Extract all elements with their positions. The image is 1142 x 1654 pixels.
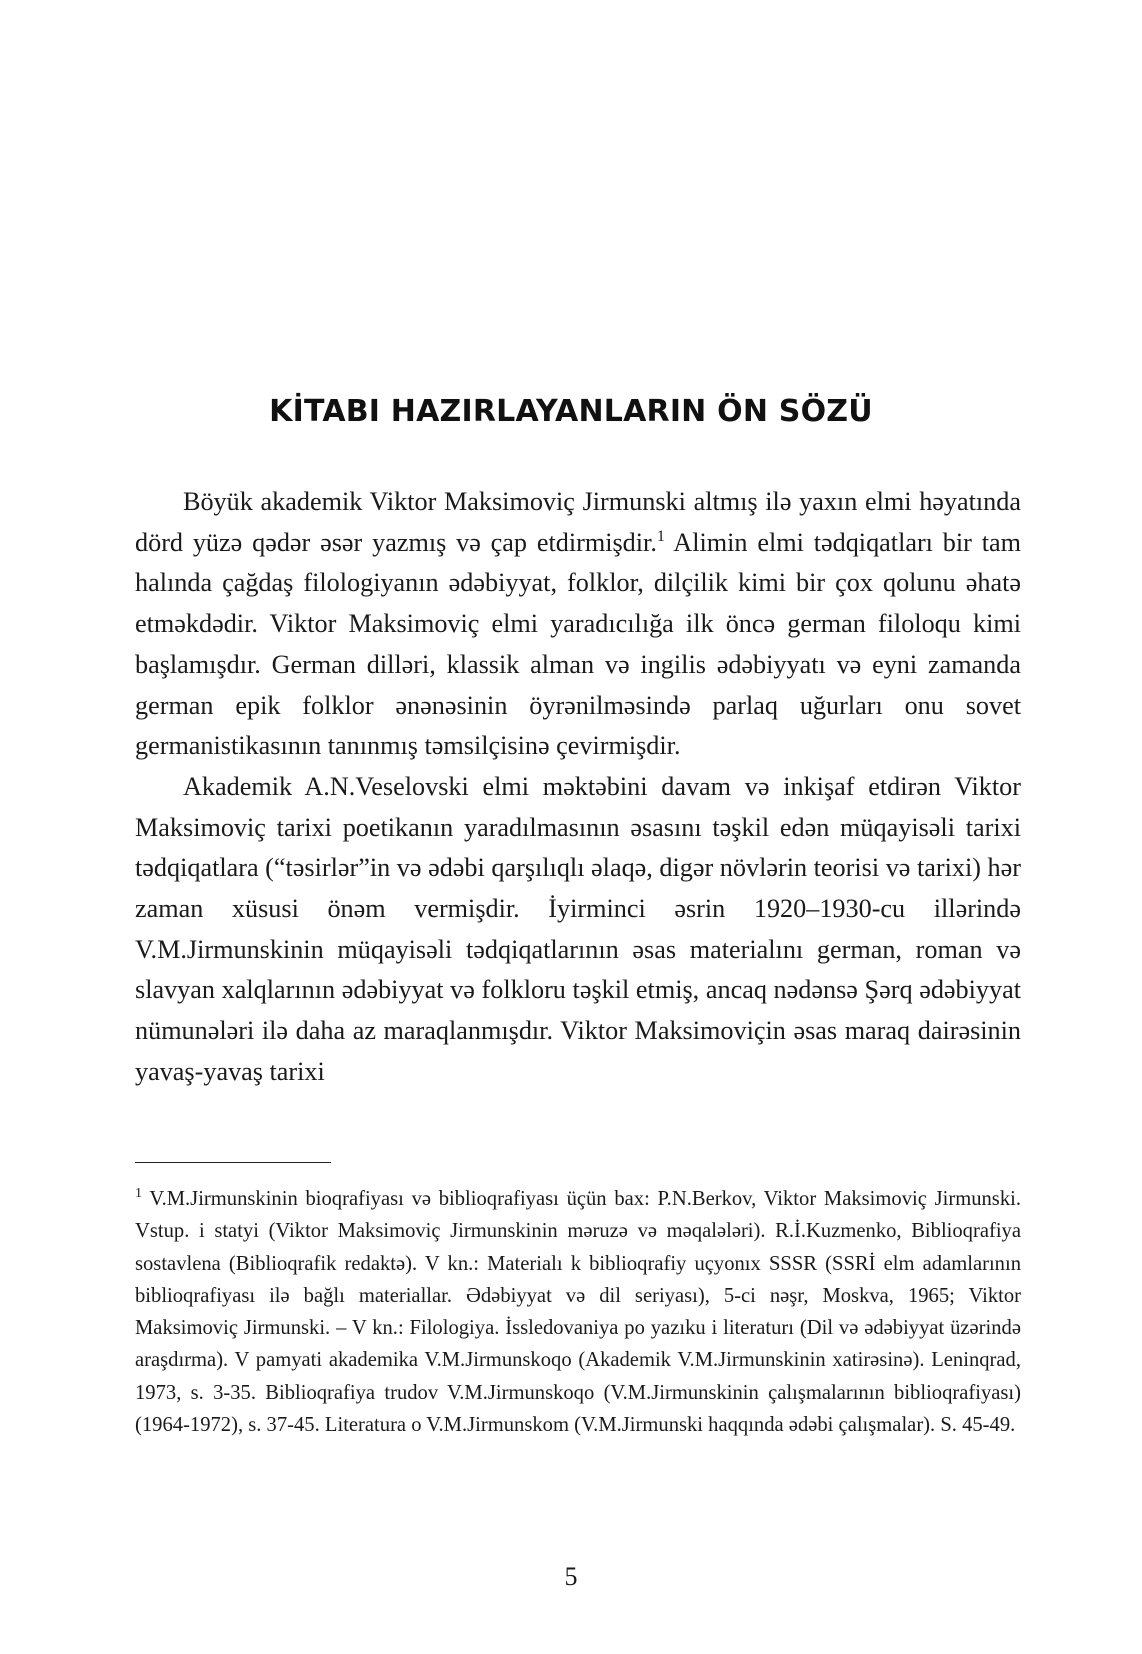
footnote-text: V.M.Jirmunskinin bioqrafiyası və biblioqrafiyası üçün bax: P.N.Berkov, Viktor Maksimoviç Jirmunski. Vstup. i statyi (Viktor Maksimoviç Jirmunskinin məruzə və məqalələri). R.İ.Kuzmenko, Biblioqrafiya sostavlena (Biblioqrafik redaktə). V kn.: Materialı k biblioqrafiy uçyonıx SSSR (SSRİ elm adamlarının biblioqrafiyası ilə bağlı materiallar. Ədəbiyyat və dil seriyası), 5-ci nəşr, Moskva, 1965; Viktor Maksimoviç Jirmunski. – V kn.: Filologiya. İssledovaniya po yazıku i literaturı (Dil və ədəbiyyat üzərində araşdırma). V pamyati akademika V.M.Jirmunskoqo (Akademik V.M.Jirmunskinin xatirəsinə). Leninqrad, 1973, s. 3-35. Biblioqrafiya trudov V.M.Jirmunskoqo (V.M.Jirmunskinin çalışmalarının biblioqrafiyası) (1964-1972), s. 37-45. Literatura o V.M.Jirmunskom (V.M.Jirmunski haqqında ədəbi çalışmalar). S. 45-49. xyxy=(135,1188,1021,1437)
footnote xyxy=(135,1183,1021,1441)
chapter-title: KİTABI HAZIRLAYANLARIN ÖN SÖZÜ xyxy=(269,394,873,429)
paragraph-1-text-b: Alimin elmi tədqiqatları bir tam halında çağdaş filologiyanın ədəbiyyat, folklor, dilçilik kimi bir çox qolunu əhatə etməkdədir. Viktor Maksimoviç elmi yaradıcılığa ilk öncə german filoloqu kimi başlamışdır. German dilləri, klassik alman və ingilis ədəbiyyatı və eyni zamanda german epik folklor ənənəsinin öyrənilməsində parlaq uğurları onu sovet germanistikasının tanınmış təmsilçisinə çevirmişdir. xyxy=(135,527,1021,761)
paragraph-2: Akademik A.N.Veselovski elmi məktəbini davam və inkişaf etdirən Viktor Maksimoviç tarixi poetikanın yaradılmasının əsasını təşkil edən müqayisəli tarixi tədqiqatlara (“təsirlər”in və ədəbi qarşılıqlı əlaqə, digər növlərin teorisi və tarixi) hər zaman xüsusi önəm vermişdir. İyirminci əsrin 1920–1930-cu illərində V.M.Jirmunskinin müqayisəli tədqiqatlarının əsas materialını german, roman və slavyan xalqlarının ədəbiyyat və folkloru təşkil etmiş, ancaq nədənsə Şərq ədəbiyyat nümunələri ilə daha az maraqlanmışdır. Viktor Maksimoviçin əsas maraq dairəsinin yavaş-yavaş tarixi xyxy=(135,771,1021,1086)
page-number: 5 xyxy=(564,1562,578,1591)
footnote-divider xyxy=(135,1162,331,1163)
paragraph-1 xyxy=(135,482,1021,767)
footnote-marker: 1 xyxy=(135,1186,142,1201)
main-text xyxy=(135,482,1021,1093)
footnote-reference[interactable]: 1 xyxy=(656,527,665,545)
paragraph-1-text-a: Böyük akademik Viktor Maksimoviç Jirmunski altmış ilə yaxın elmi həyatında dörd yüzə qədər əsər yazmış və çap etdirmişdir. xyxy=(135,487,1021,557)
